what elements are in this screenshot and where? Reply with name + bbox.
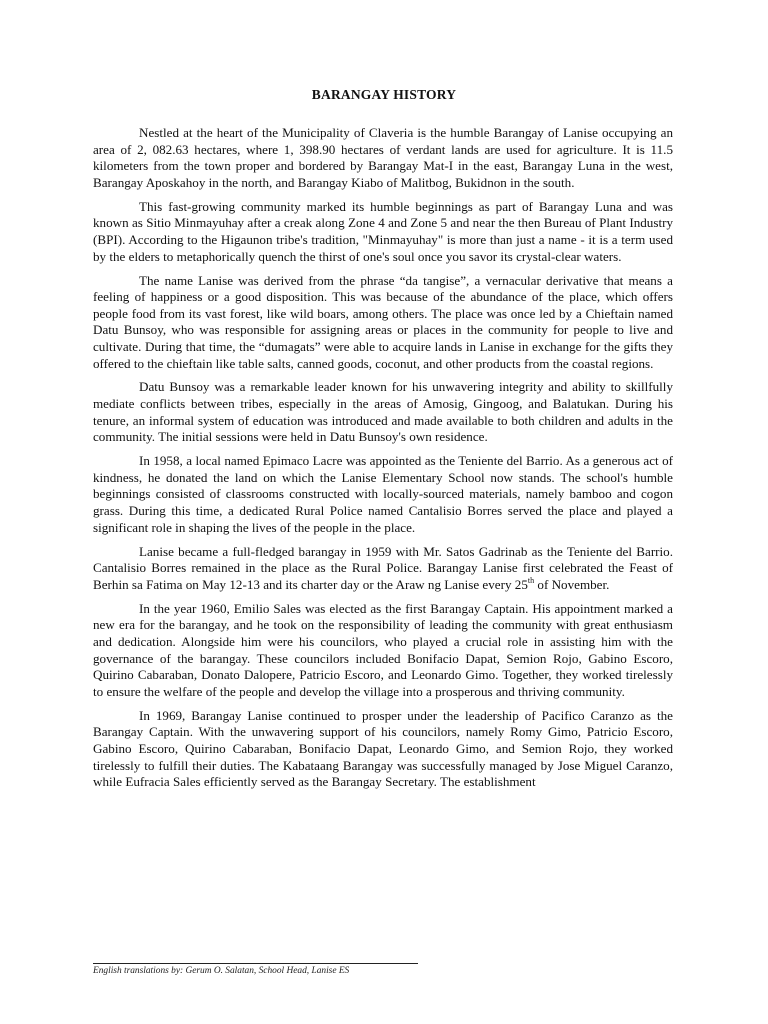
- paragraph-1959-tail: of November.: [534, 576, 610, 592]
- footnote: English translations by: Gerum O. Salatan, School Head, Lanise ES: [93, 966, 350, 976]
- page-title: BARANGAY HISTORY: [311, 87, 457, 102]
- paragraph-beginnings: This fast-growing community marked its humble beginnings as part of Barangay Luna and was known as Sitio Minmayuhay after a creak along Zone 4 and Zone 5 and near the then Bureau of Plant Industry (BPI). According to the Higaunon tribe's tradition, "Minmayuhay" is more than just a name - it is a term used by the elders to metaphorically quench the thirst of one's soul once you savor its crystal-clear waters.: [93, 198, 673, 264]
- document-body: [93, 125, 673, 798]
- paragraph-location: Nestled at the heart of the Municipality of Claveria is the humble Barangay of Lanise occupying an area of 2, 082.63 hectares, where 1, 398.90 hectares of verdant lands are used for agriculture. It is 11.5 kilometers from the town proper and bordered by Barangay Mat-I in the east, Barangay Luna in the west, Barangay Aposkahoy in the north, and Barangay Kiabo of Malitbog, Bukidnon in the south.: [93, 125, 673, 190]
- paragraph-name-origin: The name Lanise was derived from the phrase “da tangise”, a vernacular derivative that means a feeling of happiness or a good disposition. This was because of the abundance of the place, which offers people food from its vast forest, like wild boars, among others. The place was once led by a Chieftain named Datu Bunsoy, who was responsible for assigning areas or places in the community for people to live and cultivate. During that time, the “dumagats” were able to acquire lands in Lanise in exchange for the gifts they offered to the chieftain like table salts, canned goods, coconut, and other products from the coastal regions.: [93, 272, 673, 371]
- paragraph-1959-text: Lanise became a full-fledged barangay in 1959 with Mr. Satos Gadrinab as the Teniente del Barrio. Cantalisio Borres remained in the place as the Rural Police. Barangay Lanise first celebrated the Feast of Berhin sa Fatima on May 12-13 and its charter day or the Araw ng Lanise every 25: [93, 543, 673, 592]
- paragraph-datu-bunsoy: Datu Bunsoy was a remarkable leader known for his unwavering integrity and ability to skillfully mediate conflicts between tribes, especially in the areas of Amosig, Gingoog, and Balatukan. During his tenure, an informal system of education was introduced and made available to both children and adults in the community. The initial sessions were held in Datu Bunsoy's own residence.: [93, 379, 673, 445]
- footnote-divider: [93, 963, 418, 964]
- paragraph-1959: [93, 544, 673, 594]
- ordinal-suffix: th: [527, 575, 535, 585]
- paragraph-1960: In the year 1960, Emilio Sales was elected as the first Barangay Captain. His appointment marked a new era for the barangay, and he took on the responsibility of leading the community with great enthusiasm and dedication. Alongside him were his councilors, who played a crucial role in assisting him with the governance of the barangay. These councilors included Bonifacio Dapat, Semion Rojo, Gabino Escoro, Quirino Cabaraban, Donato Dalopere, Patricio Escoro, and Leonardo Gimo. Together, they worked tirelessly to ensure the welfare of the people and develop the village into a prosperous and thriving community.: [93, 600, 673, 699]
- paragraph-1958: In 1958, a local named Epimaco Lacre was appointed as the Teniente del Barrio. As a generous act of kindness, he donated the land on which the Lanise Elementary School now stands. The school's humble beginnings consisted of classrooms constructed with locally-sourced materials, namely bamboo and cogon grass. During this time, a dedicated Rural Police named Cantalisio Borres served the place and played a significant role in shaping the lives of the people in the place.: [93, 453, 673, 535]
- paragraph-1969: In 1969, Barangay Lanise continued to prosper under the leadership of Pacifico Caranzo as the Barangay Captain. With the unwavering support of his councilors, namely Romy Gimo, Patricio Escoro, Gabino Escoro, Quirino Cabaraban, Bonifacio Dapat, Leonardo Gimo, and Semion Rojo, they worked tirelessly to fulfill their duties. The Kabataang Barangay was successfully managed by Jose Miguel Caranzo, while Eufracia Sales efficiently served as the Barangay Secretary. The establishment: [93, 707, 673, 790]
